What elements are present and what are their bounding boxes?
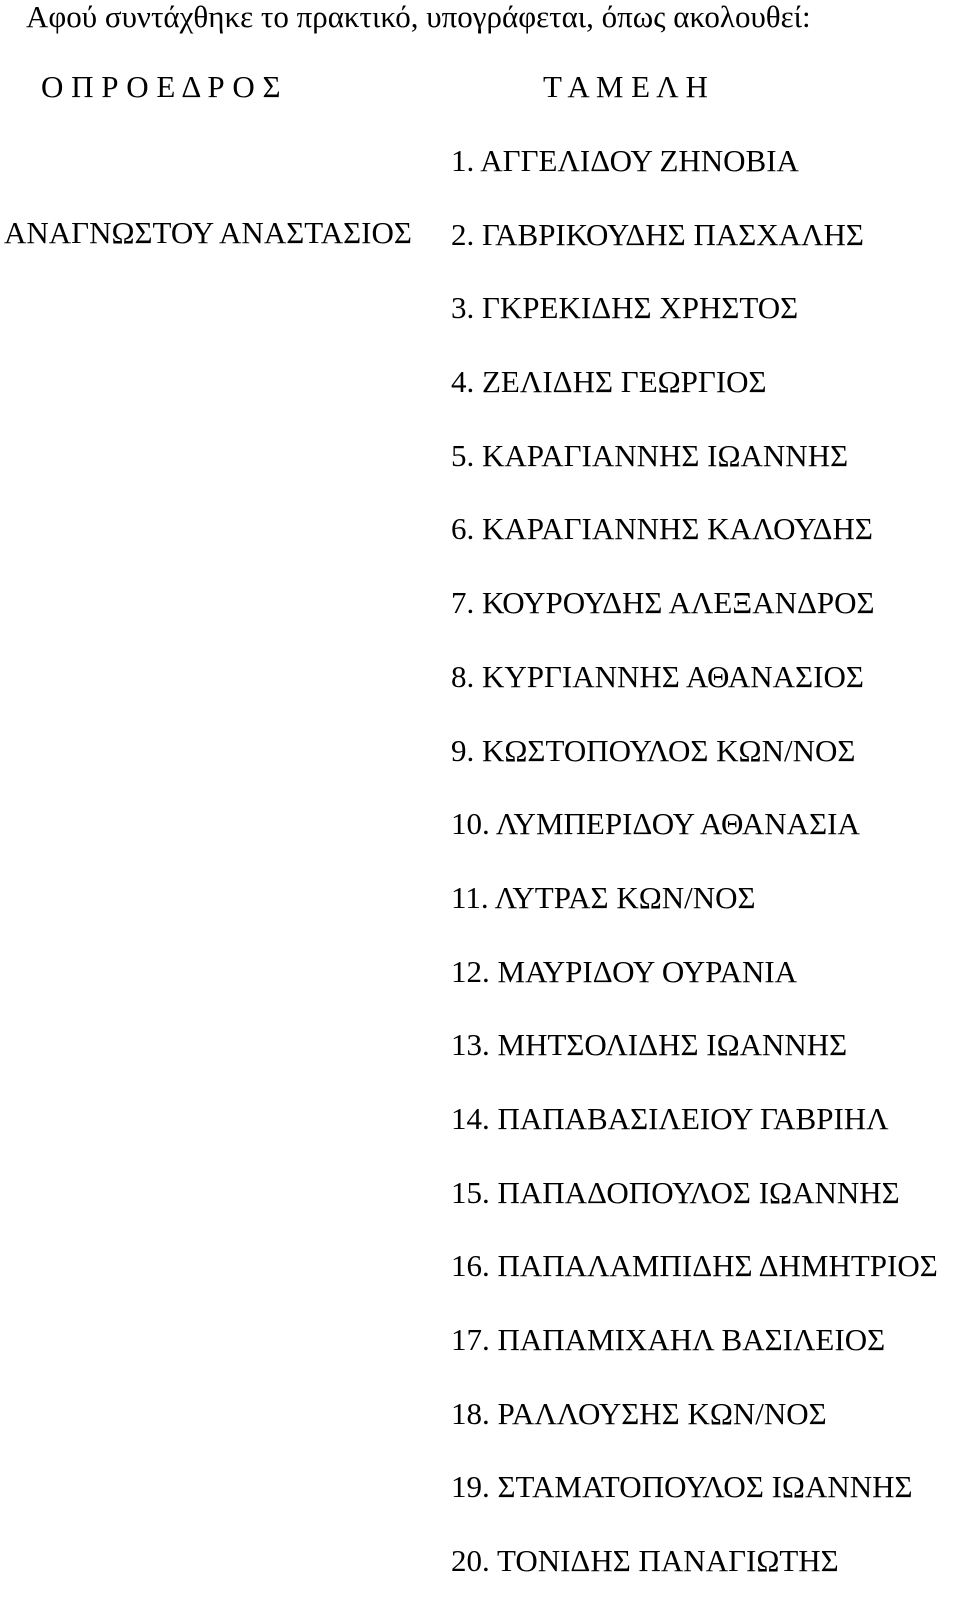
member-item: 16. ΠΑΠΑΛΑΜΠΙΔΗΣ ΔΗΜΗΤΡΙΟΣ bbox=[451, 1248, 938, 1284]
member-item: 19. ΣΤΑΜΑΤΟΠΟΥΛΟΣ ΙΩΑΝΝΗΣ bbox=[451, 1469, 913, 1505]
member-item: 3. ΓΚΡΕΚΙΔΗΣ ΧΡΗΣΤΟΣ bbox=[451, 290, 799, 326]
member-item: 6. ΚΑΡΑΓΙΑΝΝΗΣ ΚΑΛΟΥΔΗΣ bbox=[451, 511, 873, 547]
member-item: 13. ΜΗΤΣΟΛΙΔΗΣ ΙΩΑΝΝΗΣ bbox=[451, 1027, 848, 1063]
president-name: ΑΝΑΓΝΩΣΤΟΥ ΑΝΑΣΤΑΣΙΟΣ bbox=[4, 215, 412, 250]
member-item: 12. ΜΑΥΡΙΔΟΥ ΟΥΡΑΝΙΑ bbox=[451, 953, 798, 989]
intro-text: Αφού συντάχθηκε το πρακτικό, υπογράφεται, όπως ακολουθεί: bbox=[26, 0, 811, 34]
member-item: 2. ΓΑΒΡΙΚΟΥΔΗΣ ΠΑΣΧΑΛΗΣ bbox=[451, 216, 864, 252]
member-item: 7. ΚΟΥΡΟΥΔΗΣ ΑΛΕΞΑΝΔΡΟΣ bbox=[451, 585, 875, 621]
member-item: 4. ΖΕΛΙΔΗΣ ΓΕΩΡΓΙΟΣ bbox=[451, 364, 767, 400]
member-item: 20. ΤΟΝΙΔΗΣ ΠΑΝΑΓΙΩΤΗΣ bbox=[451, 1543, 839, 1579]
member-item: 14. ΠΑΠΑΒΑΣΙΛΕΙΟΥ ΓΑΒΡΙΗΛ bbox=[451, 1100, 889, 1136]
member-item: 10. ΛΥΜΠΕΡΙΔΟΥ ΑΘΑΝΑΣΙΑ bbox=[451, 806, 860, 842]
member-item: 1. ΑΓΓΕΛΙΔΟΥ ΖΗΝΟΒΙΑ bbox=[451, 143, 799, 178]
member-item: 18. ΡΑΛΛΟΥΣΗΣ ΚΩΝ/ΝΟΣ bbox=[451, 1395, 827, 1431]
member-item: 8. ΚΥΡΓΙΑΝΝΗΣ ΑΘΑΝΑΣΙΟΣ bbox=[451, 658, 864, 694]
member-item: 15. ΠΑΠΑΔΟΠΟΥΛΟΣ ΙΩΑΝΝΗΣ bbox=[451, 1174, 900, 1210]
members-heading: Τ Α Μ Ε Λ Η bbox=[543, 69, 708, 104]
member-item: 17. ΠΑΠΑΜΙΧΑΗΛ ΒΑΣΙΛΕΙΟΣ bbox=[451, 1322, 886, 1357]
president-heading: Ο Π Ρ Ο Ε Δ Ρ Ο Σ bbox=[41, 69, 281, 104]
member-item: 11. ΛΥΤΡΑΣ ΚΩΝ/ΝΟΣ bbox=[451, 879, 756, 915]
member-item: 9. ΚΩΣΤΟΠΟΥΛΟΣ ΚΩΝ/ΝΟΣ bbox=[451, 732, 856, 768]
member-item: 5. ΚΑΡΑΓΙΑΝΝΗΣ ΙΩΑΝΝΗΣ bbox=[451, 437, 849, 473]
members-list bbox=[451, 143, 938, 1617]
